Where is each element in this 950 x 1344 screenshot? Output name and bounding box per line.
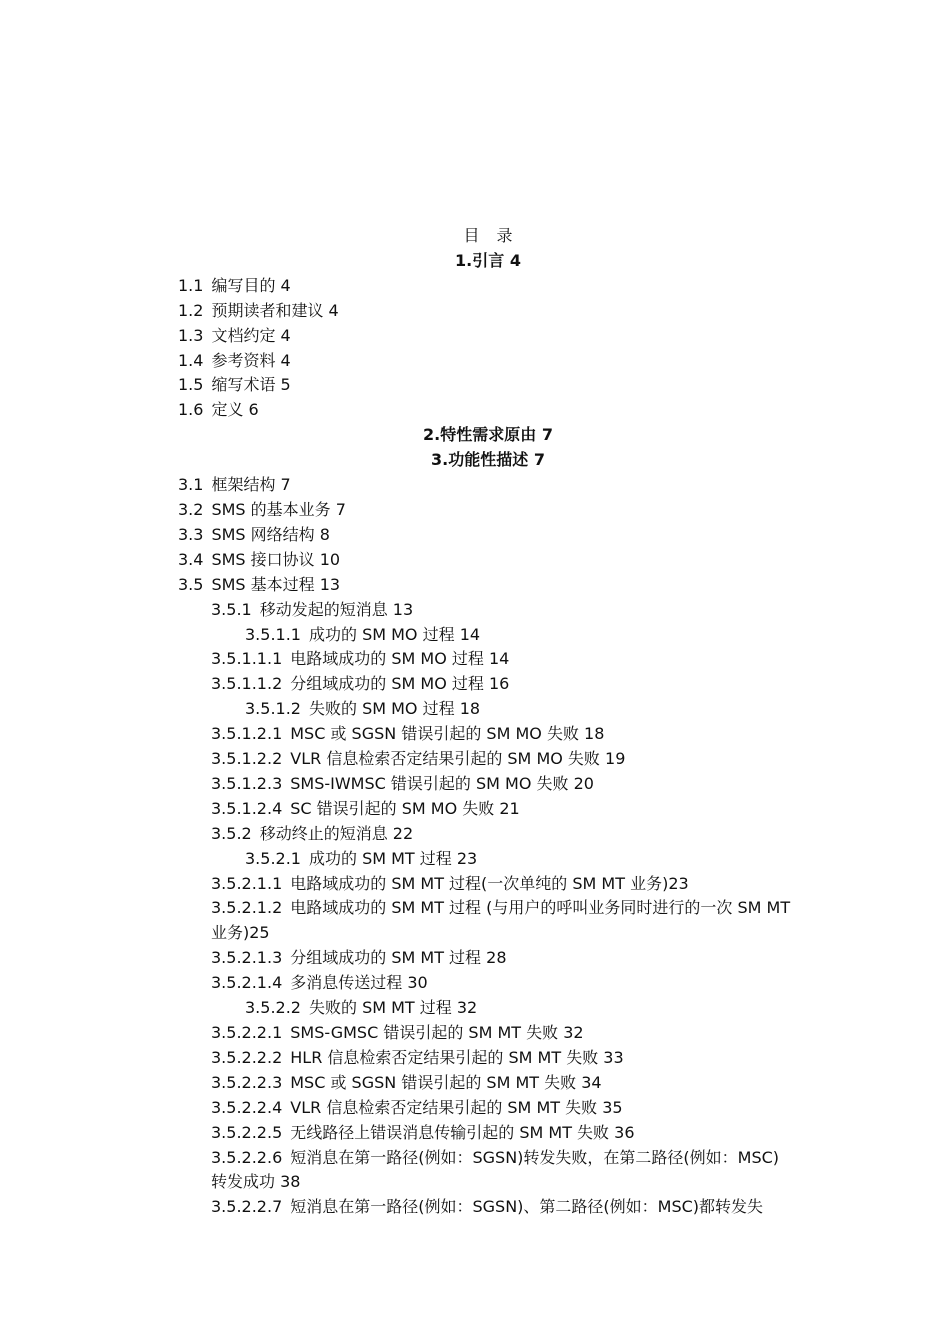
toc-entry-number: 3.5.2.2 xyxy=(245,998,301,1018)
toc-entry-text: 缩写术语 5 xyxy=(211,375,291,395)
toc-entry-text: 编写目的 4 xyxy=(211,275,291,295)
toc-entry-text: MSC 或 SGSN 错误引起的 SM MT 失败 34 xyxy=(290,1072,602,1092)
toc-entry-number: 1.1 xyxy=(178,275,204,295)
toc-entry-number: 3.5.2.2.4 xyxy=(211,1097,283,1117)
toc-entry-text: 失败的 SM MT 过程 32 xyxy=(308,998,478,1018)
toc-entry-text: 定义 6 xyxy=(211,400,259,420)
toc-entry[interactable] xyxy=(178,847,798,872)
toc-entry[interactable] xyxy=(178,324,798,349)
toc-entry[interactable] xyxy=(178,548,798,573)
toc-entry-text: SMS-GMSC 错误引起的 SM MT 失败 32 xyxy=(290,1023,584,1042)
toc-entry-number: 3.5.2.2.6 xyxy=(211,1147,283,1167)
toc-entry[interactable] xyxy=(178,1121,798,1146)
toc-entry-text: 短消息在第一路径(例如：SGSN)转发失败，在第二路径(例如：MSC)转发成功 38 xyxy=(211,1147,780,1192)
toc-entry-number: 3.5.2.1.2 xyxy=(211,898,283,918)
toc-entry[interactable] xyxy=(178,398,798,423)
toc-entry-number: 3.5.1.2 xyxy=(245,699,301,719)
toc-entry-text: 无线路径上错误消息传输引起的 SM MT 失败 36 xyxy=(290,1122,635,1142)
toc-entry-text: 文档约定 4 xyxy=(211,325,291,345)
toc-entry-text: 成功的 SM MT 过程 23 xyxy=(308,848,478,868)
toc-entry[interactable] xyxy=(178,722,798,747)
toc-entry-number: 3.5.1.2.3 xyxy=(211,773,283,793)
toc-entry-text: VLR 信息检索否定结果引起的 SM MO 失败 19 xyxy=(290,749,626,769)
toc-entry-text: 电路域成功的 SM MT 过程(一次单纯的 SM MT 业务)23 xyxy=(290,873,689,893)
toc-entry-text: VLR 信息检索否定结果引起的 SM MT 失败 35 xyxy=(290,1097,623,1117)
toc-entry-number: 1.5 xyxy=(178,375,204,395)
toc-entry[interactable] xyxy=(178,1021,798,1046)
toc-entry-text: SC 错误引起的 SM MO 失败 21 xyxy=(290,798,520,818)
toc-entry[interactable] xyxy=(178,772,798,797)
toc-entry-number: 3.5.2.1.1 xyxy=(211,873,283,893)
toc-entry[interactable] xyxy=(178,797,798,822)
toc-entry[interactable] xyxy=(178,274,798,299)
toc-entry-text: SMS 接口协议 10 xyxy=(211,549,341,569)
toc-entry-text: 成功的 SM MO 过程 14 xyxy=(308,624,481,644)
toc-entry[interactable] xyxy=(178,373,798,398)
toc-entry[interactable] xyxy=(178,1096,798,1121)
toc-entry-number: 3.5.1.1 xyxy=(245,624,301,644)
toc-entry-text: SMS 基本过程 13 xyxy=(211,574,341,594)
toc-entry[interactable] xyxy=(178,896,791,946)
toc-entry-number: 1.3 xyxy=(178,325,204,345)
toc-entry[interactable] xyxy=(178,971,798,996)
toc-entry-text: 失败的 SM MO 过程 18 xyxy=(308,699,481,719)
toc-entry[interactable] xyxy=(178,697,798,722)
toc-entry-text: 多消息传送过程 30 xyxy=(290,973,428,993)
toc-entry-number: 3.5.1.1.2 xyxy=(211,674,283,694)
toc-entry[interactable] xyxy=(178,349,798,374)
toc-entry-number: 3.2 xyxy=(178,499,204,519)
toc-entry-number: 1.6 xyxy=(178,400,204,420)
toc-entry[interactable] xyxy=(178,473,798,498)
toc-entry-text: 分组域成功的 SM MO 过程 16 xyxy=(290,674,510,694)
toc-entry-number: 3.5.2.2.3 xyxy=(211,1072,283,1092)
toc-entry-text: SMS 网络结构 8 xyxy=(211,524,330,544)
toc-entry-text: 电路域成功的 SM MO 过程 14 xyxy=(290,649,510,669)
toc-entry-number: 3.4 xyxy=(178,549,204,569)
toc-entry-text: 参考资料 4 xyxy=(211,350,291,370)
toc-entry[interactable] xyxy=(178,1071,798,1096)
toc-entry-number: 3.5.1.1.1 xyxy=(211,649,283,669)
toc-entry-number: 3.5.1 xyxy=(211,599,252,619)
toc-entry-text: 分组域成功的 SM MT 过程 28 xyxy=(290,948,507,968)
toc-entry[interactable] xyxy=(178,747,798,772)
toc-entry[interactable] xyxy=(178,623,798,648)
toc-entry[interactable] xyxy=(178,573,798,598)
toc-entry[interactable] xyxy=(178,299,798,324)
toc-entry[interactable] xyxy=(178,1146,791,1196)
toc-entry-text: 移动发起的短消息 13 xyxy=(259,599,414,619)
toc-entry-number: 3.5.2.2.5 xyxy=(211,1122,283,1142)
toc-chapter-2[interactable]: 2.特性需求原由 7 xyxy=(423,425,553,445)
toc-entry[interactable] xyxy=(178,872,798,897)
toc-entry[interactable] xyxy=(178,498,798,523)
toc-entry-number: 3.5.2.1.4 xyxy=(211,973,283,993)
toc-entry-number: 3.5.1.2.1 xyxy=(211,724,283,744)
toc-entry-text: 短消息在第一路径(例如：SGSN)、第二路径(例如：MSC)都转发失 xyxy=(290,1197,764,1217)
toc-title: 目 录 xyxy=(463,226,519,245)
toc-entry-number: 3.3 xyxy=(178,524,204,544)
toc-entry-text: SMS-IWMSC 错误引起的 SM MO 失败 20 xyxy=(290,773,594,793)
toc-entry-text: 预期读者和建议 4 xyxy=(211,300,339,320)
toc-entry-number: 3.5.1.2.4 xyxy=(211,798,283,818)
toc-entry-number: 3.5.2.2.1 xyxy=(211,1023,283,1042)
toc-entry-number: 3.5.2.2.2 xyxy=(211,1047,283,1067)
toc-entry[interactable] xyxy=(178,946,798,971)
toc-entry[interactable] xyxy=(178,672,798,697)
toc-entry-number: 3.5.2.1.3 xyxy=(211,948,283,968)
toc-chapter-1[interactable]: 1.引言 4 xyxy=(455,250,521,270)
toc-entry-number: 1.2 xyxy=(178,300,204,320)
toc-entry[interactable] xyxy=(178,1046,798,1071)
toc-entry-number: 3.5.2.2.7 xyxy=(211,1197,283,1217)
toc-entry[interactable] xyxy=(178,1195,798,1220)
toc-entry-text: MSC 或 SGSN 错误引起的 SM MO 失败 18 xyxy=(290,724,605,744)
toc-entry[interactable] xyxy=(178,822,798,847)
toc-entry-number: 1.4 xyxy=(178,350,204,370)
toc-entry-number: 3.5 xyxy=(178,574,204,594)
toc-entry[interactable] xyxy=(178,523,798,548)
toc-entry-text: 移动终止的短消息 22 xyxy=(259,823,414,843)
table-of-contents xyxy=(178,224,798,1220)
toc-entry[interactable] xyxy=(178,996,798,1021)
toc-entry[interactable] xyxy=(178,647,798,672)
toc-entry-text: HLR 信息检索否定结果引起的 SM MT 失败 33 xyxy=(290,1047,624,1067)
toc-entry-text: SMS 的基本业务 7 xyxy=(211,499,346,519)
toc-entry-text: 框架结构 7 xyxy=(211,475,291,495)
toc-entry-number: 3.5.1.2.2 xyxy=(211,749,283,769)
toc-chapter-3[interactable]: 3.功能性描述 7 xyxy=(431,450,545,470)
toc-entry-number: 3.5.2 xyxy=(211,823,252,843)
toc-entry-number: 3.5.2.1 xyxy=(245,848,301,868)
toc-entry[interactable] xyxy=(178,598,798,623)
toc-entry-text: 电路域成功的 SM MT 过程 (与用户的呼叫业务同时进行的一次 SM MT 业务)25 xyxy=(211,898,791,943)
toc-entry-number: 3.1 xyxy=(178,475,204,495)
